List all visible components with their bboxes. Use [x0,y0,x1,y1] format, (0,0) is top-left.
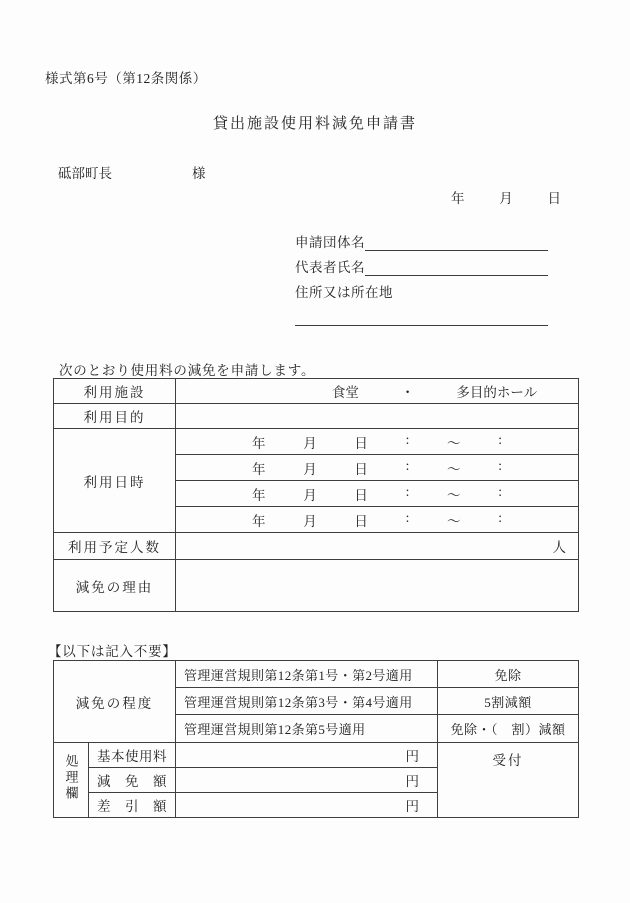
applicant-block [295,235,548,335]
person-unit-label: 人 [552,540,566,555]
purpose-row [54,404,579,429]
rule-clause-1-2: 管理運営規則第12条第1号・第2号適用 [176,661,438,688]
yen-unit-label: 円 [405,799,419,814]
colon-label: : [405,457,410,473]
year-label: 年 [252,435,266,451]
tilde-label: ～ [447,461,461,477]
representative-row [295,260,548,276]
facility-label: 利用施設 [54,379,176,404]
office-use-table [53,660,579,818]
month-label: 月 [303,513,317,529]
colon-label: : [498,483,502,499]
reason-label: 減免の理由 [54,560,176,612]
degree-exemption: 免除 [438,661,579,688]
tilde-label: ～ [447,487,461,503]
facility-option-dining-hall[interactable]: 食堂 [331,385,359,400]
datetime-row-1 [54,429,579,455]
tilde-label: ～ [447,435,461,451]
reduction-amount-cell[interactable] [176,768,438,793]
yen-unit-label: 円 [405,749,419,764]
facility-row [54,379,579,404]
base-fee-amount-cell[interactable] [176,743,438,768]
year-label: 年 [451,191,465,206]
facility-option-multipurpose-hall[interactable]: 多目的ホール [456,385,538,400]
month-label: 月 [499,191,513,206]
addressee-line [58,162,206,182]
balance-amount-cell[interactable] [176,793,438,818]
address-field-row [295,310,548,326]
datetime-value-cell-3[interactable] [176,481,579,507]
date-line [451,187,561,207]
purpose-value-cell[interactable] [176,404,579,429]
datetime-value-cell-2[interactable] [176,455,579,481]
datetime-label: 利用日時 [54,429,176,533]
purpose-label: 利用目的 [54,404,176,429]
day-label: 日 [547,191,561,206]
group-name-field[interactable] [365,234,548,251]
addressee-name: 砥部町長 [58,166,112,181]
month-label: 月 [303,487,317,503]
degree-label: 減免の程度 [54,661,176,743]
yen-unit-label: 円 [405,774,419,789]
processing-column-label-cell [54,743,89,818]
facility-option-separator: ・ [400,385,415,400]
address-field[interactable] [295,309,548,326]
colon-label: : [405,509,410,525]
day-label: 日 [354,461,368,477]
month-label: 月 [303,435,317,451]
address-label-row [295,285,548,301]
representative-label: 代表者氏名 [295,260,365,275]
datetime-value-cell-4[interactable] [176,507,579,533]
attendance-label: 利用予定人数 [54,533,176,560]
rule-clause-3-4: 管理運営規則第12条第3号・第4号適用 [176,688,438,715]
colon-label: : [405,483,410,499]
intro-sentence: 次のとおり使用料の減免を申請します。 [59,363,316,378]
processing-label: 処理欄 [63,754,79,802]
degree-row-1 [54,661,579,688]
processing-row-1 [54,743,579,768]
reception-stamp-cell[interactable] [438,743,579,818]
tilde-label: ～ [447,513,461,529]
reduction-amount-label: 減 免 額 [89,768,176,793]
facility-value-cell [176,379,579,404]
month-label: 月 [303,461,317,477]
attendance-row [54,533,579,560]
honorific-label: 様 [192,166,206,181]
attendance-value-cell[interactable] [176,533,579,560]
base-fee-label: 基本使用料 [89,743,176,768]
degree-partial-reduction[interactable]: 免除・（ 割）減額 [438,715,579,743]
usage-application-table [53,378,579,612]
day-label: 日 [354,513,368,529]
representative-field[interactable] [365,259,548,276]
day-label: 日 [354,487,368,503]
year-label: 年 [252,461,266,477]
year-label: 年 [252,513,266,529]
colon-label: : [498,509,502,525]
group-name-label: 申請団体名 [295,235,365,250]
rule-clause-5: 管理運営規則第12条第5号適用 [176,715,438,743]
office-use-note: 【以下は記入不要】 [48,644,177,659]
degree-half-reduction: 5割減額 [438,688,579,715]
address-label: 住所又は所在地 [295,285,393,300]
reason-row [54,560,579,612]
colon-label: : [498,431,502,447]
year-label: 年 [252,487,266,503]
datetime-value-cell-1[interactable] [176,429,579,455]
page-title: 貸出施設使用料減免申請書 [212,116,417,132]
reason-value-cell[interactable] [176,560,579,612]
form-number: 様式第6号（第12条関係） [45,71,207,86]
reception-label: 受付 [492,753,524,768]
group-name-row [295,235,548,251]
colon-label: : [405,431,410,447]
balance-amount-label: 差 引 額 [89,793,176,818]
colon-label: : [498,457,502,473]
day-label: 日 [354,435,368,451]
